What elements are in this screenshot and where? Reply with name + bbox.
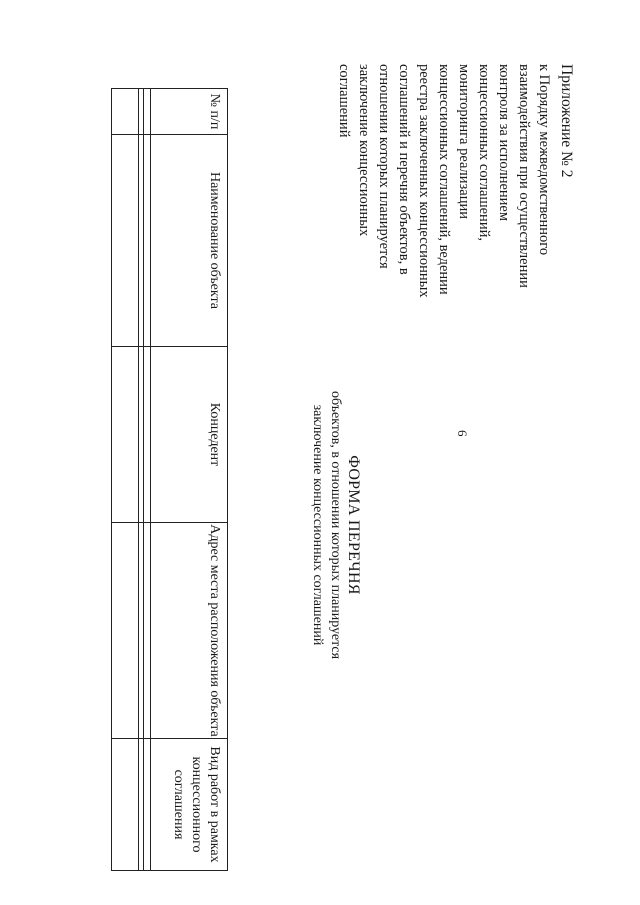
table-cell [112, 739, 139, 871]
appendix-line: взаимодействия при осуществлении [516, 64, 532, 288]
page-number: 6 [455, 430, 470, 437]
table-header-row [151, 89, 228, 871]
table-row [144, 89, 151, 871]
appendix-line: реестра заключенных концессионных [416, 64, 432, 298]
table-cell [112, 347, 139, 523]
objects-list-table [111, 88, 228, 871]
appendix-line: концессионных соглашений, [476, 64, 492, 241]
appendix-line: концессионных соглашений, ведении [436, 64, 452, 295]
table-row [139, 89, 144, 871]
form-title: ФОРМА ПЕРЕЧНЯ [345, 455, 362, 595]
form-subtitle-line-2: заключение концессионных соглашений [310, 404, 325, 646]
appendix-block [334, 64, 576, 344]
table-cell [139, 739, 144, 871]
table-cell [139, 523, 144, 739]
table-cell [139, 89, 144, 135]
table-cell [144, 347, 151, 523]
appendix-line: контроля за исполнением [496, 64, 512, 222]
header-number: № п/п [151, 89, 228, 135]
header-work-type: Вид работ в рамках концессионного соглашения [151, 739, 228, 871]
appendix-line: соглашений [336, 64, 352, 138]
appendix-line: мониторинга реализации [456, 64, 472, 219]
header-concedent: Концедент [151, 347, 228, 523]
table-row [112, 89, 139, 871]
table-cell [112, 89, 139, 135]
table-cell [112, 135, 139, 347]
appendix-title: Приложение № 2 [558, 64, 575, 178]
appendix-line: отношении которых планируется [376, 64, 392, 269]
header-object-address: Адрес места расположения объекта [151, 523, 228, 739]
table-cell [139, 135, 144, 347]
table-cell [144, 523, 151, 739]
form-subtitle-line-1: объектов, в отношении которых планируется [328, 390, 343, 660]
table-cell [144, 135, 151, 347]
appendix-line: соглашений и перечня объектов, в [396, 64, 412, 275]
form-heading [308, 380, 362, 670]
appendix-line: к Порядку межведомственного [536, 64, 552, 256]
table-cell [112, 523, 139, 739]
table-cell [139, 347, 144, 523]
header-object-name: Наименование объекта [151, 135, 228, 347]
table-cell [144, 89, 151, 135]
appendix-line: заключение концессионных [356, 64, 372, 237]
table-cell [144, 739, 151, 871]
